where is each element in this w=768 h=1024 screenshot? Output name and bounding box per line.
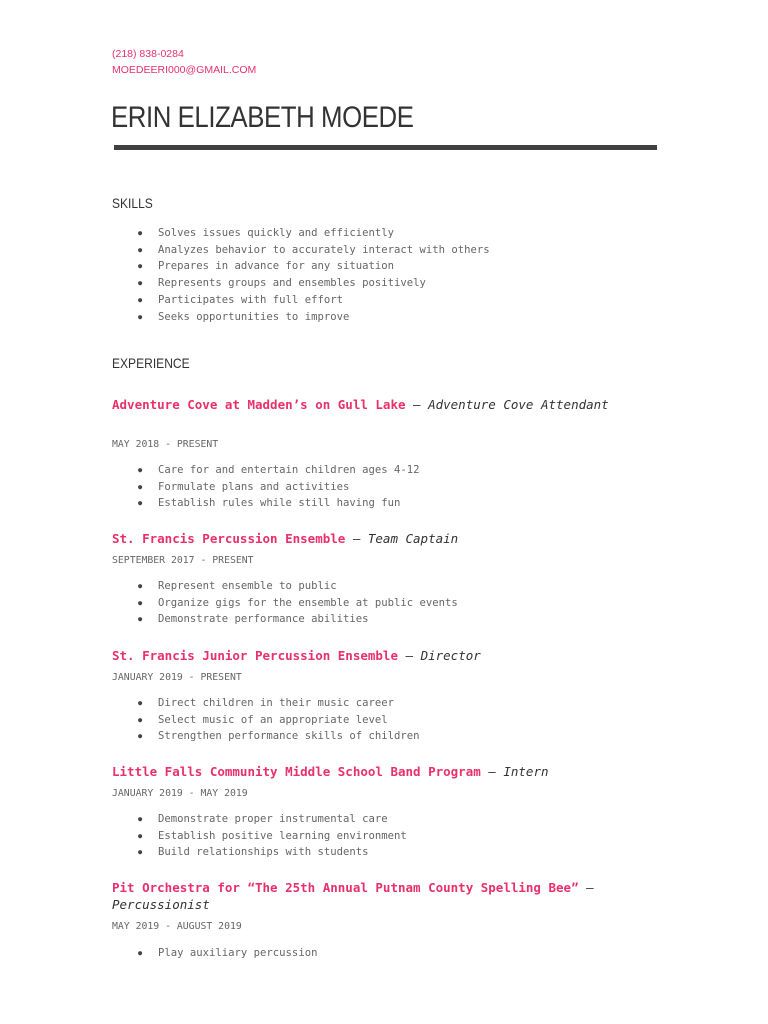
phone-number: (218) 838-0284 [112, 48, 184, 60]
job-dates: MAY 2019 - AUGUST 2019 [112, 921, 242, 932]
job-title [112, 530, 612, 547]
job-dates: MAY 2018 - PRESENT [112, 439, 219, 450]
title-separator: — [397, 648, 421, 663]
list-item: ● Build relationships with students [138, 844, 407, 861]
contact-block [112, 46, 256, 78]
job-bullets [138, 811, 407, 861]
job-title [112, 396, 612, 413]
title-separator: — [405, 397, 429, 412]
job-bullets [138, 945, 317, 962]
list-item: ● Analyzes behavior to accurately interact with others [138, 242, 490, 259]
job-role: Adventure Cove Attendant [428, 397, 609, 412]
list-item: ● Play auxiliary percussion [138, 945, 317, 962]
job-bullets [138, 578, 458, 628]
list-item: ● Organize gigs for the ensemble at public events [138, 595, 458, 612]
list-item: ● Establish rules while still having fun [138, 495, 420, 512]
list-item: ● Participates with full effort [138, 292, 490, 309]
list-item: ● Seeks opportunities to improve [138, 309, 490, 326]
list-item: ● Prepares in advance for any situation [138, 258, 490, 275]
job-organization: St. Francis Junior Percussion Ensemble [112, 648, 398, 663]
list-item: ● Care for and entertain children ages 4-12 [138, 462, 420, 479]
job-organization: St. Francis Percussion Ensemble [112, 531, 346, 546]
job-role: Team Captain [367, 531, 459, 546]
job-bullets [138, 695, 420, 745]
job-role: Director [420, 648, 481, 663]
job-role: Percussionist [112, 897, 210, 912]
list-item: ● Represent ensemble to public [138, 578, 458, 595]
list-item: ● Formulate plans and activities [138, 479, 420, 496]
job-title [112, 647, 612, 664]
list-item: ● Direct children in their music career [138, 695, 420, 712]
job-organization: Adventure Cove at Madden’s on Gull Lake [112, 397, 406, 412]
candidate-name: ERIN ELIZABETH MOEDE [111, 101, 414, 134]
job-role: Intern [503, 764, 549, 779]
title-separator: — [578, 880, 594, 895]
title-separator: — [480, 764, 504, 779]
job-title [112, 879, 612, 913]
list-item: ● Solves issues quickly and efficiently [138, 225, 490, 242]
job-dates: JANUARY 2019 - MAY 2019 [112, 788, 248, 799]
list-item: ● Select music of an appropriate level [138, 712, 420, 729]
job-organization: Pit Orchestra for “The 25th Annual Putnam County Spelling Bee” [112, 880, 579, 895]
experience-heading: EXPERIENCE [112, 355, 190, 371]
job-organization: Little Falls Community Middle School Band Program [112, 764, 481, 779]
skills-list [138, 225, 490, 325]
header-divider [114, 145, 657, 150]
list-item: ● Strengthen performance skills of children [138, 728, 420, 745]
job-bullets [138, 462, 420, 512]
list-item: ● Demonstrate performance abilities [138, 611, 458, 628]
job-title [112, 763, 612, 780]
skills-heading: SKILLS [112, 195, 153, 211]
list-item: ● Represents groups and ensembles positively [138, 275, 490, 292]
title-separator: — [345, 531, 368, 546]
job-dates: JANUARY 2019 - PRESENT [112, 672, 242, 683]
list-item: ● Demonstrate proper instrumental care [138, 811, 407, 828]
list-item: ● Establish positive learning environment [138, 828, 407, 845]
job-dates: SEPTEMBER 2017 - PRESENT [112, 555, 254, 566]
email-address: MOEDEERI000@GMAIL.COM [112, 64, 257, 76]
